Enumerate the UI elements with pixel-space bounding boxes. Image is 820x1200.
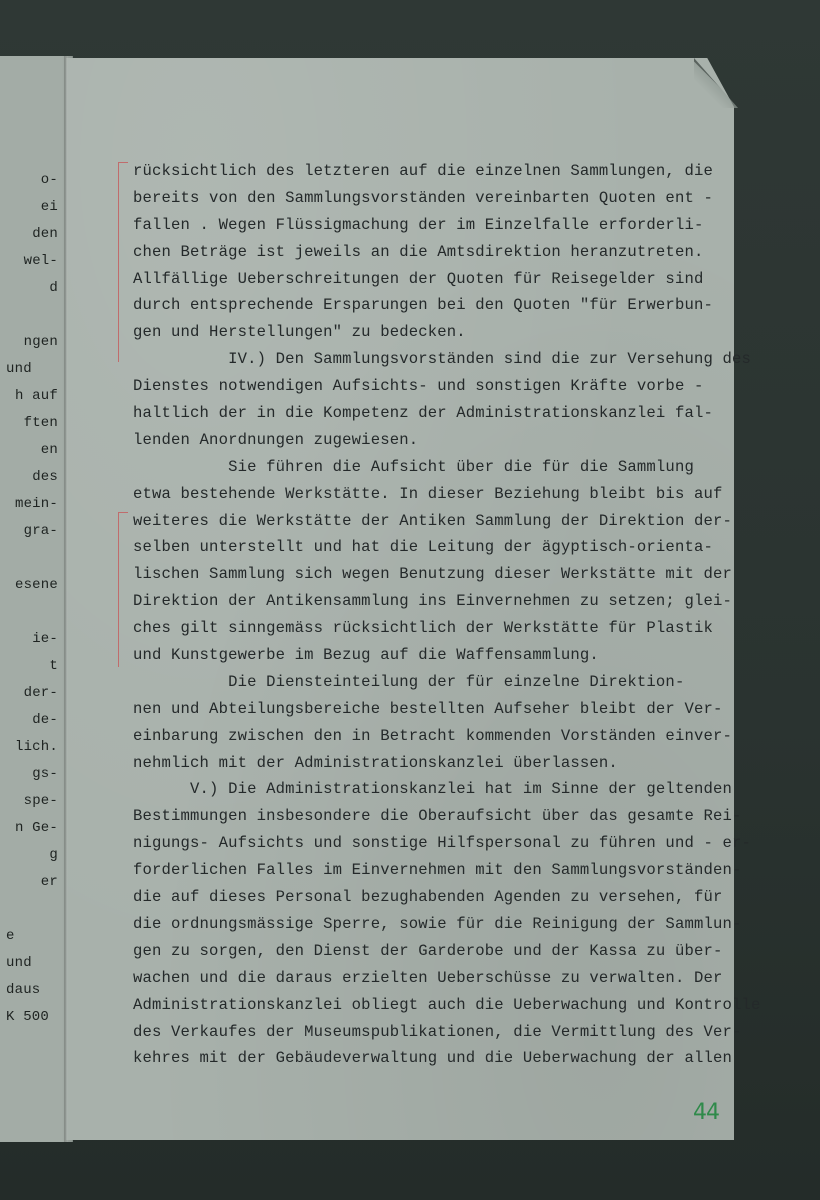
text-line: rücksichtlich des letzteren auf die einzelnen Sammlungen, die: [133, 162, 713, 180]
text-line: haltlich der in die Kompetenz der Administrationskanzlei fal-: [133, 404, 713, 423]
text-line: wachen und die daraus erzielten Ueberschüsse zu verwalten. Der: [133, 968, 723, 987]
left-page-text-fragment: spe-: [23, 793, 58, 809]
margin-pencil-mark-middle: [118, 512, 119, 667]
left-page-text-fragment: den: [32, 226, 58, 242]
page-fold-line: [64, 56, 68, 1142]
page-number: 44: [693, 1100, 719, 1125]
text-line: Bestimmungen insbesondere die Oberaufsicht über das gesamte Rei-: [133, 807, 742, 826]
left-page-text-fragment: ngen: [23, 334, 58, 350]
left-page-text-fragment: und: [6, 361, 32, 377]
left-page-text-fragment: lich.: [14, 739, 58, 755]
text-line: kehres mit der Gebäudeverwaltung und die Ueberwachung der allen: [133, 1049, 732, 1068]
left-page-text-fragment: esene: [14, 577, 58, 593]
text-line: chen Beträge ist jeweils an die Amtsdirektion heranzutreten.: [133, 242, 704, 261]
text-line: Dienstes notwendigen Aufsichts- und sonstigen Kräfte vorbe -: [133, 377, 704, 396]
text-line: IV.) Den Sammlungsvorständen sind die zur Versehung des: [133, 350, 752, 369]
left-page-text-fragment: t: [49, 658, 58, 674]
text-line: des Verkaufes der Museumspublikationen, die Vermittlung des Ver-: [133, 1022, 742, 1041]
text-line: die auf dieses Personal bezughabenden Agenden zu versehen, für: [133, 888, 723, 907]
left-page-text-fragment: daus: [6, 982, 41, 998]
left-page-text-fragment: K 500: [6, 1009, 50, 1025]
text-line: gen zu sorgen, den Dienst der Garderobe und der Kassa zu über-: [133, 941, 723, 960]
text-line: Sie führen die Aufsicht über die für die Sammlung: [133, 457, 694, 476]
text-line: Allfällige Ueberschreitungen der Quoten für Reisegelder sind: [133, 269, 704, 288]
left-page-text-fragment: des: [32, 469, 58, 485]
text-line: lischen Sammlung sich wegen Benutzung dieser Werkstätte mit der: [133, 565, 732, 584]
left-page-text-fragment: d: [49, 280, 58, 296]
left-page-text-fragment: h auf: [14, 388, 58, 404]
text-line: lenden Anordnungen zugewiesen.: [133, 430, 419, 449]
text-line: nigungs- Aufsichts und sonstige Hilfspersonal zu führen und - er-: [133, 834, 752, 853]
text-line: selben unterstellt und hat die Leitung der ägyptisch-orienta-: [133, 538, 713, 557]
text-line: Administrationskanzlei obliegt auch die Ueberwachung und Kontrolle: [133, 995, 761, 1014]
text-line: nen und Abteilungsbereiche bestellten Aufseher bleibt der Ver-: [133, 699, 723, 718]
text-line: etwa bestehende Werkstätte. In dieser Beziehung bleibt bis auf: [133, 484, 723, 503]
text-line: forderlichen Falles im Einvernehmen mit den Sammlungsvorständen-: [133, 861, 742, 880]
left-page-text-fragment: ei: [40, 199, 58, 215]
text-line: durch entsprechende Ersparungen bei den Quoten "für Erwerbun-: [133, 296, 713, 315]
typed-text-body: [133, 158, 761, 1072]
text-line: gen und Herstellungen" zu bedecken.: [133, 323, 466, 342]
text-line: Direktion der Antikensammlung ins Einvernehmen zu setzen; glei-: [133, 592, 732, 611]
left-page-text-fragment: er: [40, 874, 58, 890]
text-line: fallen . Wegen Flüssigmachung der im Einzelfalle erforderli-: [133, 215, 704, 234]
left-page-text-fragment: wel-: [23, 253, 58, 269]
left-page-text-fragment: g: [49, 847, 58, 863]
text-line: V.) Die Administrationskanzlei hat im Sinne der geltenden: [133, 780, 732, 799]
left-page-text-fragment: n Ge-: [14, 820, 58, 836]
left-page-text-fragment: o-: [40, 172, 58, 188]
left-page-text-fragment: gs-: [32, 766, 58, 782]
text-line: Die Diensteinteilung der für einzelne Direktion-: [133, 672, 685, 691]
left-page-edge: [0, 56, 73, 1142]
text-line: ches gilt sinngemäss rücksichtlich der Werkstätte für Plastik: [133, 619, 713, 638]
text-line: nehmlich mit der Administrationskanzlei überlassen.: [133, 753, 618, 772]
left-page-text-fragment: und: [6, 955, 32, 971]
left-page-text-fragment: de-: [32, 712, 58, 728]
left-page-text-fragment: gra-: [23, 523, 58, 539]
left-page-text-fragment: ie-: [32, 631, 58, 647]
margin-pencil-mark-top: [118, 162, 119, 362]
left-page-text-fragment: der-: [23, 685, 58, 701]
text-line: und Kunstgewerbe im Bezug auf die Waffensammlung.: [133, 646, 599, 665]
left-page-text-fragment: mein-: [14, 496, 58, 512]
text-line: einbarung zwischen den in Betracht kommenden Vorständen einver-: [133, 726, 732, 745]
text-line: weiteres die Werkstätte der Antiken Sammlung der Direktion der-: [133, 511, 732, 530]
left-page-text-fragment: ften: [23, 415, 58, 431]
left-page-text-fragment: en: [40, 442, 58, 458]
left-page-text-fragment: e: [6, 928, 15, 944]
text-line: die ordnungsmässige Sperre, sowie für die Reinigung der Sammlun-: [133, 914, 742, 933]
text-line: bereits von den Sammlungsvorständen vereinbarten Quoten ent -: [133, 188, 713, 207]
